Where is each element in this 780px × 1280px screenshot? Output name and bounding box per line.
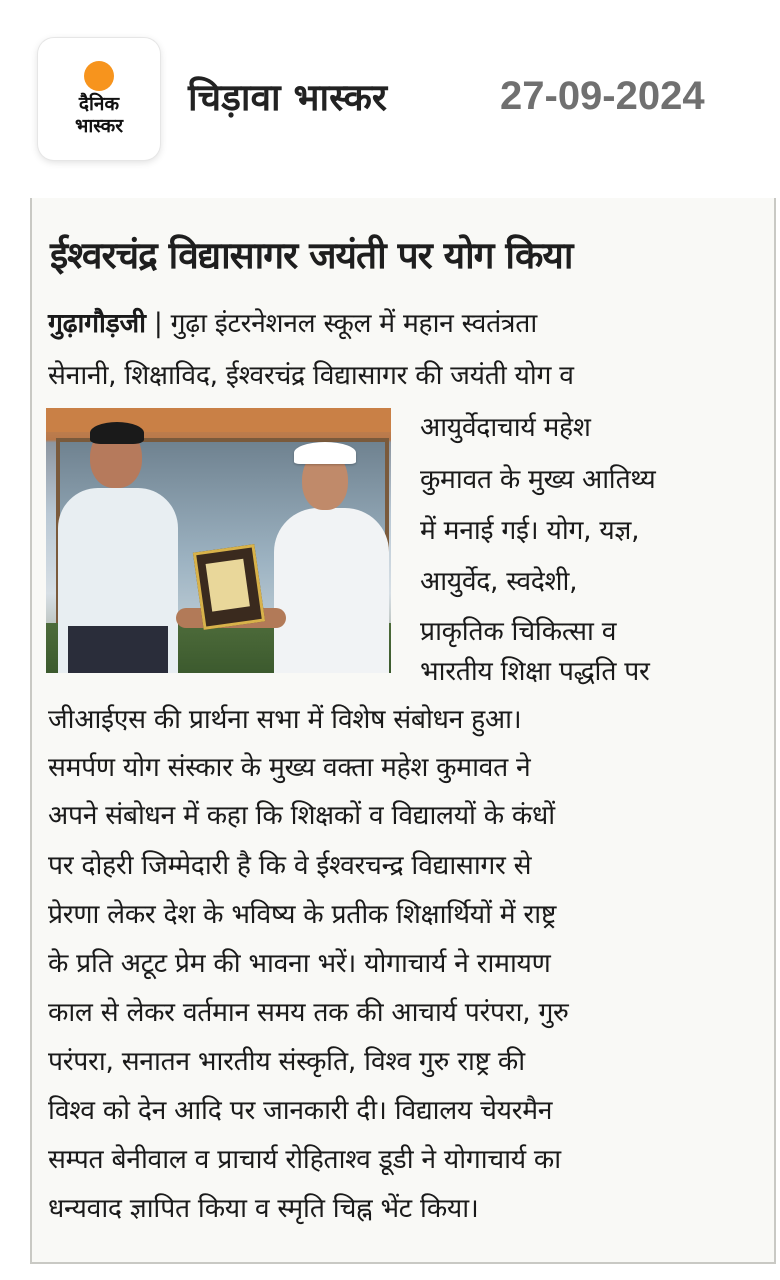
article-line-14: के प्रति अटूट प्रेम की भावना भरें। योगाचार्य ने रामायण xyxy=(48,948,551,979)
article-line-13: प्रेरणा लेकर देश के भविष्य के प्रतीक शिक्षार्थियों में राष्ट्र xyxy=(48,899,557,930)
logo-text-line1: दैनिक xyxy=(78,93,120,115)
app-header xyxy=(0,0,780,198)
article-line-1 xyxy=(48,304,760,340)
article-photo xyxy=(46,408,391,673)
memento-plaque xyxy=(193,544,265,630)
article-line-17: विश्व को देन आदि पर जानकारी दी। विद्यालय चेयरमैन xyxy=(48,1095,553,1126)
photo-cap xyxy=(294,442,356,464)
plaque-face xyxy=(206,559,250,612)
article-line-5: में मनाई गई। योग, यज्ञ, xyxy=(420,515,640,546)
article-line-18: सम्पत बेनीवाल व प्राचार्य रोहिताश्व डूडी ने योगाचार्य का xyxy=(48,1144,561,1175)
news-clipping xyxy=(30,198,776,1264)
article-dateline: गुढ़ागौड़जी xyxy=(48,308,146,339)
article-line-2: सेनानी, शिक्षाविद, ईश्वरचंद्र विद्यासागर की जयंती योग व xyxy=(48,360,574,391)
article-line-12: पर दोहरी जिम्मेदारी है कि वे ईश्वरचन्द्र विद्यासागर से xyxy=(48,850,532,881)
photo-person-right xyxy=(274,508,389,673)
logo-text-line2: भास्कर xyxy=(74,115,124,137)
edition-name: चिड़ावा भास्कर xyxy=(188,76,388,119)
article-line-19: धन्यवाद ज्ञापित किया व स्मृति चिह्न भेंट किया। xyxy=(48,1193,479,1224)
edition-date: 27-09-2024 xyxy=(500,74,705,118)
sun-icon xyxy=(84,61,114,91)
article-line-8: भारतीय शिक्षा पद्धति पर xyxy=(420,656,650,687)
article-line-6: आयुर्वेद, स्वदेशी, xyxy=(420,566,578,597)
article-line-11: अपने संबोधन में कहा कि शिक्षकों व विद्यालयों के कंधों xyxy=(48,800,555,831)
article-line-16: परंपरा, सनातन भारतीय संस्कृति, विश्व गुरु राष्ट्र की xyxy=(48,1046,525,1077)
article-line-10: समर्पण योग संस्कार के मुख्य वक्ता महेश कुमावत ने xyxy=(48,752,531,783)
photo-person-left-pants xyxy=(68,626,168,673)
article-headline: ईश्वरचंद्र विद्यासागर जयंती पर योग किया xyxy=(50,234,573,277)
dainik-bhaskar-logo[interactable] xyxy=(38,38,160,160)
article-line-4: कुमावत के मुख्य आतिथ्य xyxy=(420,464,656,495)
article-line-15: काल से लेकर वर्तमान समय तक की आचार्य परंपरा, गुरु xyxy=(48,997,569,1028)
article-line-7: प्राकृतिक चिकित्सा व xyxy=(420,616,617,647)
article-line-3: आयुर्वेदाचार्य महेश xyxy=(420,412,591,443)
photo-person-left-hair xyxy=(90,422,144,444)
article-line-1-text: | गुढ़ा इंटरनेशनल स्कूल में महान स्वतंत्रता xyxy=(153,308,537,339)
article-line-9: जीआईएस की प्रार्थना सभा में विशेष संबोधन हुआ। xyxy=(48,704,522,735)
